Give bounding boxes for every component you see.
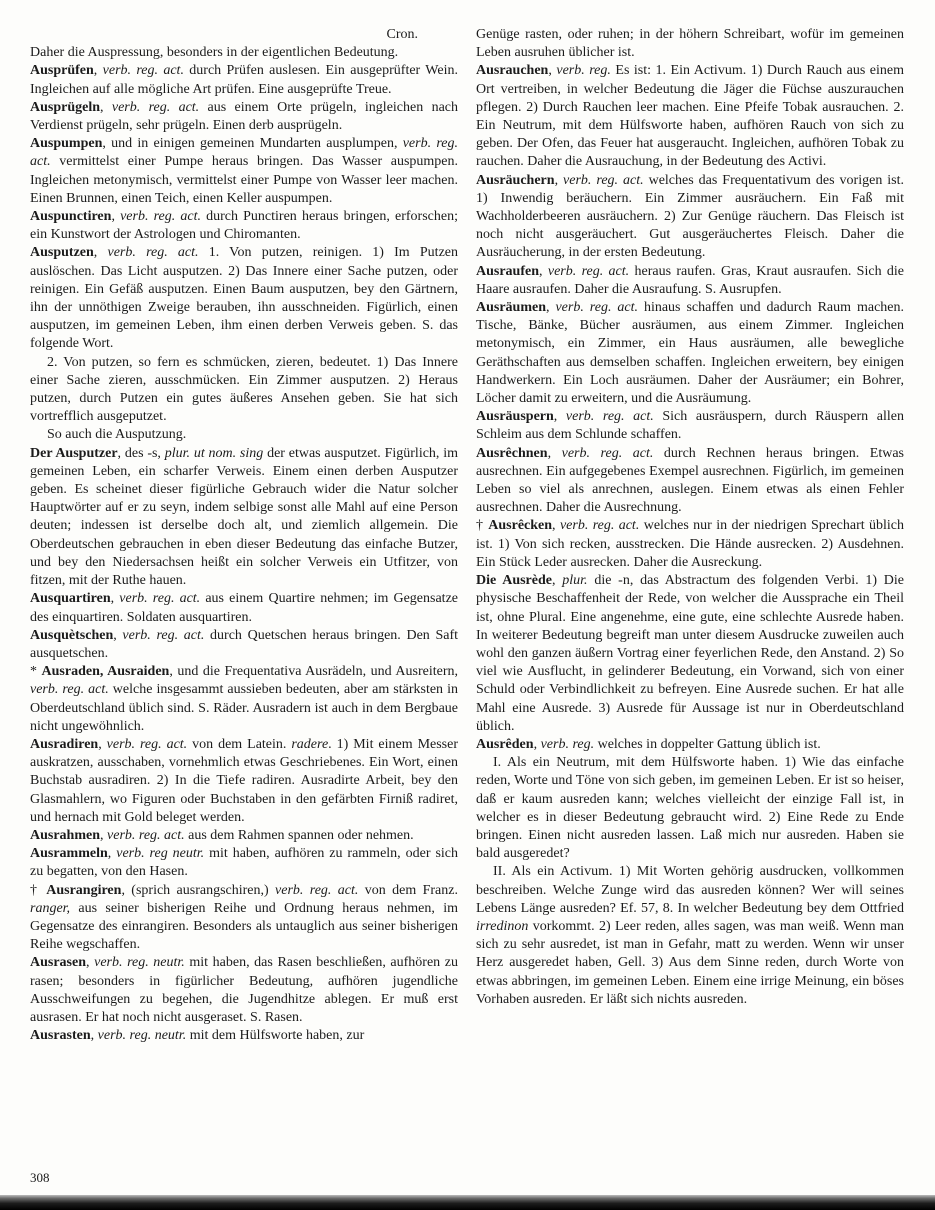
dictionary-paragraph bbox=[30, 244, 458, 353]
body-text: , bbox=[553, 409, 566, 425]
body-text: aus einem Quartire nehmen; im Gegensatze des einquartiren. Soldaten ausquartiren. bbox=[30, 591, 458, 625]
body-text: Sich ausräuspern, durch Räuspern allen Schleim aus dem Schlunde schaffen. bbox=[476, 409, 904, 443]
dictionary-paragraph bbox=[30, 627, 458, 663]
catchword: Cron. bbox=[386, 27, 418, 42]
dictionary-paragraph bbox=[30, 426, 458, 444]
body-text: , bbox=[93, 63, 103, 79]
right-column-text bbox=[476, 26, 904, 1009]
body-text: der etwas ausputzet. Figürlich, im gemeinen Leben, ein scharfer Verweis. Einem einen derben Ausputzer geben. Es scheinet dieser figürliche Gebrauch wider die Natur solcher Hauptwörter auf er zu seyn, indem selbige sonst alle Mahl auf eine Person deuten; indessen ist derselbe doch alt, und ziemlich allgemein. Die Oberdeutschen gebrauchen in eben dieser Bedeutung das einfache Butzer, und bey den Niedersachsen heißt ein solcher Verweis ein Utfitzer, von fitzen, mit der Ruthe hauen. bbox=[30, 445, 458, 589]
body-text: , bbox=[551, 573, 563, 589]
grammar-label: verb. reg. act. bbox=[107, 245, 199, 261]
grammar-label: verb. reg. act. bbox=[107, 827, 185, 843]
headword: Ausräuchern bbox=[476, 172, 555, 188]
body-text: † bbox=[476, 518, 489, 534]
right-column bbox=[476, 26, 904, 1158]
grammar-label: verb. reg. act. bbox=[119, 591, 201, 607]
headword: Ausrêden bbox=[476, 736, 534, 752]
body-text: , bbox=[111, 209, 121, 225]
body-text: von dem Franz. bbox=[358, 882, 458, 898]
grammar-label: verb. reg. act. bbox=[547, 263, 630, 279]
grammar-label: verb. reg. neutr. bbox=[94, 955, 185, 971]
dictionary-paragraph bbox=[476, 517, 904, 572]
body-text: , bbox=[107, 846, 117, 862]
body-text: , bbox=[100, 827, 108, 843]
headword: Ausrauchen bbox=[476, 63, 549, 79]
body-text: von dem Latein. bbox=[187, 736, 292, 752]
headword: Ausrasen bbox=[30, 955, 87, 971]
body-text: 2. Von putzen, so fern es schmücken, zieren, bedeutet. 1) Das Innere einer Sache zieren, ausschmücken. Ein Zimmer ausputzen. 2) Heraus putzen, durch Putzen ein gutes äußeres Ansehen geben. Sie hat sich vortrefflich ausgeputzet. bbox=[30, 354, 458, 425]
body-text: . 1) Mit einem Messer auskratzen, ausschaben, vornehmlich etwas Geschriebenes. Ein Wort, einen Buchstab ausradiren. 2) In die Tiefe radiren. Ausradirte Arbeit, bey den Glasmahlern, wo Figuren oder Buchstaben in den gefärbten Firniß radiret, und hernach mit Gold beleget werden. bbox=[30, 736, 458, 825]
body-text: hinaus schaffen und dadurch Raum machen. Tische, Bänke, Bücher ausräumen, aus einem Zimmer. Ingleichen metonymisch, ein Zimmer, ein Haus ausräumen, alle bewegliche Geräthschaften aus demselben schaffen. Ingleichen erweitern, bey einigen Handwerkern. Ein Loch ausräumen. Daher der Ausräumer; ein Bohrer, Löcher damit zu erweitern, und die Ausräumung. bbox=[476, 300, 904, 407]
body-text: welches nur in der niedrigen Sprechart üblich ist. 1) Von sich recken, ausstrecken. Die Hände ausrecken. 2) Ausdehnen. Ein Stück Leder ausrecken. Daher die Ausreckung. bbox=[476, 518, 904, 570]
body-text: , und die Frequentativa Ausrädeln, und Ausreitern, bbox=[169, 664, 458, 680]
headword: Ausputzen bbox=[30, 245, 94, 261]
body-text: , bbox=[547, 445, 562, 461]
dictionary-paragraph bbox=[476, 263, 904, 299]
grammar-label: radere bbox=[291, 736, 329, 752]
headword: Die Ausrède bbox=[476, 573, 552, 589]
dictionary-paragraph bbox=[476, 408, 904, 444]
scan-edge-bar bbox=[0, 1195, 935, 1210]
body-text: , bbox=[539, 263, 548, 279]
grammar-label: verb. reg. act. bbox=[30, 136, 458, 170]
dictionary-paragraph bbox=[30, 1027, 458, 1045]
grammar-label: verb. reg. act. bbox=[111, 99, 200, 115]
headword: Auspumpen bbox=[30, 136, 103, 152]
dictionary-paragraph bbox=[30, 954, 458, 1027]
grammar-label: verb. reg. act. bbox=[565, 409, 654, 425]
body-text: Es ist: 1. Ein Activum. 1) Durch Rauch aus einem Ort vertreiben, in welcher Bedeutung die Jäger die Füchse auszurauchen pflegen. 2) Durch Rauchen leer machen. Eine Pfeife Tobak ausrauchen. 2. Ein Neutrum, mit dem Hülfsworte haben, aufhören Rauch von sich zu geben. Der Ofen, das Feuer hat ausgeraucht. Ingleichen, aufhören Tobak zu rauchen. Daher die Ausrauchung, in der Bedeutung des Activi. bbox=[476, 63, 904, 170]
body-text: mit haben, aufhören zu rammeln, oder sich zu begatten, von den Hasen. bbox=[30, 846, 458, 880]
body-text: heraus raufen. Gras, Kraut ausraufen. Sich die Haare ausraufen. Daher die Ausraufung. S. Ausrupfen. bbox=[476, 263, 904, 297]
grammar-label: verb. reg. act. bbox=[122, 627, 205, 643]
grammar-label: verb. reg. act. bbox=[563, 172, 644, 188]
grammar-label: plur. bbox=[562, 573, 588, 589]
headword: Ausraden, Ausraiden bbox=[41, 664, 170, 680]
body-text: , bbox=[113, 627, 123, 643]
headword: Ausprüfen bbox=[30, 63, 94, 79]
body-text: , bbox=[546, 300, 556, 316]
body-text: durch Prüfen auslesen. Ein ausgeprüfter Wein. Ingleichen auf alle mögliche Art prüfen. Eine ausgeprüfte Treue. bbox=[30, 63, 458, 97]
headword: Ausquètschen bbox=[30, 627, 114, 643]
grammar-label: verb. reg. act. bbox=[30, 682, 109, 698]
dictionary-paragraph bbox=[476, 736, 904, 754]
dictionary-paragraph bbox=[476, 26, 904, 62]
body-text: I. Als ein Neutrum, mit dem Hülfsworte haben. 1) Wie das einfache reden, Worte und Töne von sich geben, im gemeinen Leben. Er ist so heiser, daß er kaum ausreden kann; welches vielleicht der einzige Fall ist, in welcher es in dieser Bedeutung gebraucht wird. 2) Eine Rede zu Ende bringen. Einen nicht ausreden lassen. Laß mich nur ausreden. Haben sie bald ausgeredet? bbox=[476, 755, 904, 862]
body-text: aus seiner bisherigen Reihe und Ordnung heraus nehmen, im Gegensatze des einrangiren. Besonders als untauglich aus seiner bisherigen Reihe wegschaffen. bbox=[30, 900, 458, 953]
body-text: aus dem Rahmen spannen oder nehmen. bbox=[184, 827, 414, 843]
headword: Ausquartiren bbox=[30, 591, 111, 607]
body-text: , und in einigen gemeinen Mundarten ausplumpen, bbox=[102, 136, 403, 152]
grammar-label: verb. reg. bbox=[540, 736, 595, 752]
grammar-label: verb. reg. act. bbox=[561, 445, 654, 461]
body-text: Genüge rasten, oder ruhen; in der höhern Schreibart, wofür im gemeinen Leben ausruhen üblicher ist. bbox=[476, 27, 904, 61]
body-text: durch Quetschen heraus bringen. Den Saft ausquetschen. bbox=[30, 627, 458, 661]
dictionary-paragraph bbox=[30, 354, 458, 427]
dictionary-paragraph bbox=[30, 736, 458, 827]
headword: Ausrêchnen bbox=[476, 445, 548, 461]
body-text: † bbox=[30, 882, 47, 898]
dictionary-paragraph bbox=[30, 827, 458, 845]
body-text: * bbox=[30, 664, 42, 680]
headword: Auspunctiren bbox=[30, 209, 112, 225]
body-text: , bbox=[533, 736, 541, 752]
grammar-label: verb. reg. act. bbox=[120, 209, 201, 225]
body-text: , bbox=[93, 245, 108, 261]
dictionary-paragraph bbox=[30, 135, 458, 208]
body-text: , bbox=[554, 172, 564, 188]
body-text: So auch die Ausputzung. bbox=[47, 427, 187, 443]
grammar-label: verb. reg neutr. bbox=[116, 846, 205, 862]
left-column-text bbox=[30, 44, 458, 1045]
headword: Ausrammeln bbox=[30, 846, 108, 862]
dictionary-paragraph bbox=[476, 572, 904, 736]
headword: Der Ausputzer bbox=[30, 445, 118, 461]
body-text: II. Als ein Activum. 1) Mit Worten gehörig ausdrucken, vollkommen beschreiben. Welche Zunge wird das ausreden können? Wer will seines Lebens Länge ausreden? Ef. 57, 8. In welcher Bedeutung bey dem Ottfried bbox=[476, 864, 904, 916]
page-number: 308 bbox=[30, 1170, 50, 1185]
dictionary-paragraph bbox=[30, 845, 458, 881]
headword: Ausrahmen bbox=[30, 827, 101, 843]
dictionary-paragraph bbox=[30, 99, 458, 135]
headword: Ausraufen bbox=[476, 263, 540, 279]
body-text: welche insgesammt aussieben bedeuten, aber am stärksten in Oberdeutschland üblich sind. S. Räder. Ausradern ist auch in dem Bergbaue nicht ungewöhnlich. bbox=[30, 682, 458, 734]
headword: Ausräuspern bbox=[476, 409, 554, 425]
headword: Ausprügeln bbox=[30, 99, 101, 115]
dictionary-paragraph bbox=[476, 62, 904, 171]
body-text: welches das Frequentativum des vorigen ist. 1) Inwendig beräuchern. Ein Zimmer ausräuchern. Ein Faß mit Wachholderbeeren ausräuchern. 2) Zur Genüge räuchern. Das Fleisch ist noch nicht ausgeräuchert. Gut ausgeräuchertes Fleisch. Daher die Ausräucherung, in der ersten Bedeutung. bbox=[476, 172, 904, 261]
grammar-label: plur. ut nom. sing bbox=[164, 445, 264, 461]
body-text: , bbox=[110, 591, 120, 607]
dictionary-paragraph bbox=[30, 663, 458, 736]
grammar-label: verb. reg. act. bbox=[559, 518, 640, 534]
body-text: welches in doppelter Gattung üblich ist. bbox=[594, 736, 821, 752]
dictionary-paragraph bbox=[30, 445, 458, 591]
dictionary-paragraph bbox=[30, 590, 458, 626]
headword: Ausrasten bbox=[30, 1028, 91, 1044]
grammar-label: verb. reg. act. bbox=[275, 882, 359, 898]
body-text: vorkommt. 2) Leer reden, alles sagen, was man weiß. Wenn man sich zu sehr ausredet, ist man in Gefahr, matt zu werden. Wenn wir unser Herz ausgeredet haben, Gell. 3) Aus dem Sinne reden, durch Worte von etwas abbringen, im gemeinen Leben. Einem eine irrige Meinung, ein böses Vorhaben ausreden. Er läßt sich nichts ausreden. bbox=[476, 918, 904, 1007]
headword: Ausrangiren bbox=[46, 882, 122, 898]
dictionary-paragraph bbox=[30, 62, 458, 98]
grammar-label: verb. reg. act. bbox=[106, 736, 188, 752]
dictionary-paragraph bbox=[30, 882, 458, 955]
body-text: durch Rechnen heraus bringen. Etwas ausrechnen. Ein aufgegebenes Exempel ausrechnen. Figürlich, im gemeinen Leben so viel als anrechnen, auslegen. Einem etwas als einen Fehler ausrechnen. Daher die Ausrechnung. bbox=[476, 445, 904, 516]
headword: Ausrêcken bbox=[488, 518, 553, 534]
body-text: mit haben, das Rasen beschließen, aufhören zu rasen; besonders in figürlicher Bedeutung, aufhören jugendliche Ausschweifungen zu begehen, die Jugendhitze ablegen. Er muß erst ausrasen. Er hat noch nicht ausgeraset. S. Rasen. bbox=[30, 955, 458, 1025]
body-text: , bbox=[548, 63, 557, 79]
body-text: , bbox=[90, 1028, 98, 1044]
grammar-label: verb. reg. act. bbox=[555, 300, 638, 316]
grammar-label: verb. reg. neutr. bbox=[97, 1028, 187, 1044]
body-text: , bbox=[98, 736, 107, 752]
dictionary-paragraph bbox=[30, 208, 458, 244]
body-text: durch Punctiren heraus bringen, erforschen; ein Kunstwort der Astrologen und Chiromanten. bbox=[30, 209, 458, 243]
body-text: , bbox=[86, 955, 95, 971]
body-text: , (sprich ausrangschiren,) bbox=[121, 882, 276, 898]
dictionary-paragraph bbox=[476, 299, 904, 408]
grammar-label: irredinon bbox=[476, 918, 529, 934]
grammar-label: ranger, bbox=[30, 900, 71, 916]
body-text: mit dem Hülfsworte haben, zur bbox=[186, 1028, 365, 1044]
dictionary-paragraph bbox=[476, 754, 904, 863]
body-text: Daher die Auspressung, besonders in der eigentlichen Bedeutung. bbox=[30, 45, 399, 61]
headword: Ausradiren bbox=[30, 736, 99, 752]
dictionary-paragraph bbox=[476, 445, 904, 518]
dictionary-paragraph bbox=[30, 44, 458, 62]
left-column bbox=[30, 26, 458, 1158]
grammar-label: verb. reg. bbox=[556, 63, 611, 79]
body-text: , bbox=[100, 99, 112, 115]
body-text: aus einem Orte prügeln, ingleichen nach Verdienst prügeln, sehr prügeln. Einen derb ausprügeln. bbox=[30, 99, 458, 134]
body-text: vermittelst einer Pumpe heraus bringen. Das Wasser auspumpen. Ingleichen metonymisch, vermittelst einer Pumpe von Wasser leer machen. Einen Brunnen, einen Teich, einen Keller auspumpen. bbox=[30, 154, 458, 206]
dictionary-paragraph bbox=[476, 863, 904, 1009]
dictionary-paragraph bbox=[476, 172, 904, 263]
headword: Ausräumen bbox=[476, 300, 547, 316]
body-text: , des -s, bbox=[117, 445, 165, 461]
grammar-label: verb. reg. act. bbox=[102, 63, 184, 79]
body-text: die -n, das Abstractum des folgenden Verbi. 1) Die physische Beschaffenheit der Rede, von welcher die Aussprache ein Theil ist, ohne Plural. Eine angenehme, eine gute, eine schlechte Ausrede haben. In weiterer Bedeutung begreift man unter diesem Ausdrucke zuweilen auch wohl den ganzen äußern Vortrag einer feyerlichen Rede, den Anstand. 2) So viel wie Ausflucht, in gelinderer Bedeutung, ein Vorwand, sich von einer Schuld oder Verbindlichkeit zu befreyen. Eine Ausrede suchen. Er hat alle Mahl eine Ausrede. 3) Ausrede für Aussage ist nur in Oberdeutschland üblich. bbox=[476, 573, 904, 734]
body-text: , bbox=[552, 518, 560, 534]
body-text: 1. Von putzen, reinigen. 1) Im Putzen auslöschen. Das Licht ausputzen. 2) Das Innere einer Sache putzen, oder reinigen. Ein Gefäß ausputzen. Einen Baum ausputzen, bey den Gärtnern, ihn der unnöthigen Zweige berauben, ihn ausschneiden. Figürlich, einen ausputzen, im gemeinen Leben, ihm einen derben Verweis geben. S. das folgende Wort. bbox=[30, 245, 458, 352]
